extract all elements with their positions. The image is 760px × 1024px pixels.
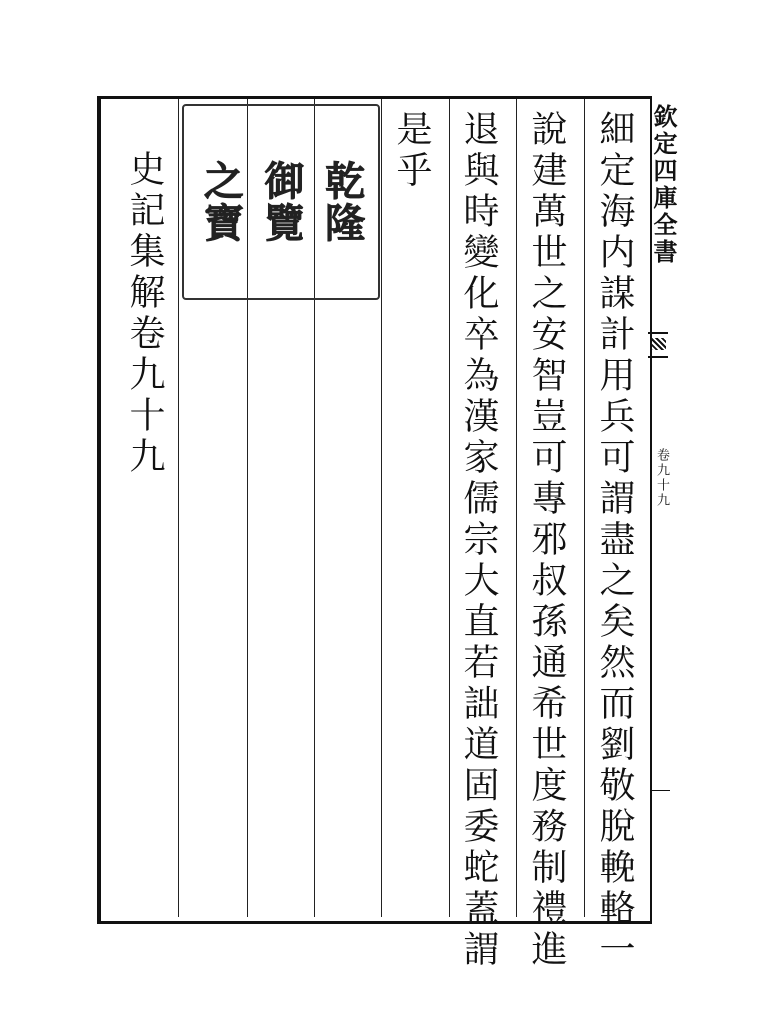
column-rule <box>516 99 517 917</box>
margin-juan-label: 卷九十九 <box>654 448 669 508</box>
seal-column: 御覽 <box>257 160 305 244</box>
column-rule <box>178 99 179 917</box>
chapter-end-title: 史記集解卷九十九 <box>124 150 165 478</box>
fish-tail-ornament-icon <box>648 332 668 358</box>
column-rule <box>449 99 450 917</box>
text-column-1: 細定海内謀計用兵可謂盡之矣然而劉敬脫輓輅一 <box>594 110 635 971</box>
column-rule <box>584 99 585 917</box>
imperial-seal <box>182 104 380 300</box>
text-column-2: 說建萬世之安智豈可專邪叔孫通希世度務制禮進 <box>526 110 567 971</box>
margin-book-title: 欽定四庫全書 <box>649 104 678 266</box>
text-column-4: 是乎 <box>391 110 432 192</box>
seal-column: 乾隆 <box>318 160 366 244</box>
text-column-3: 退與時變化卒為漢家儒宗大直若詘道固委蛇蓋謂 <box>458 110 499 971</box>
seal-column: 之寶 <box>197 160 245 244</box>
margin-tick <box>650 790 670 791</box>
column-rule <box>381 99 382 917</box>
